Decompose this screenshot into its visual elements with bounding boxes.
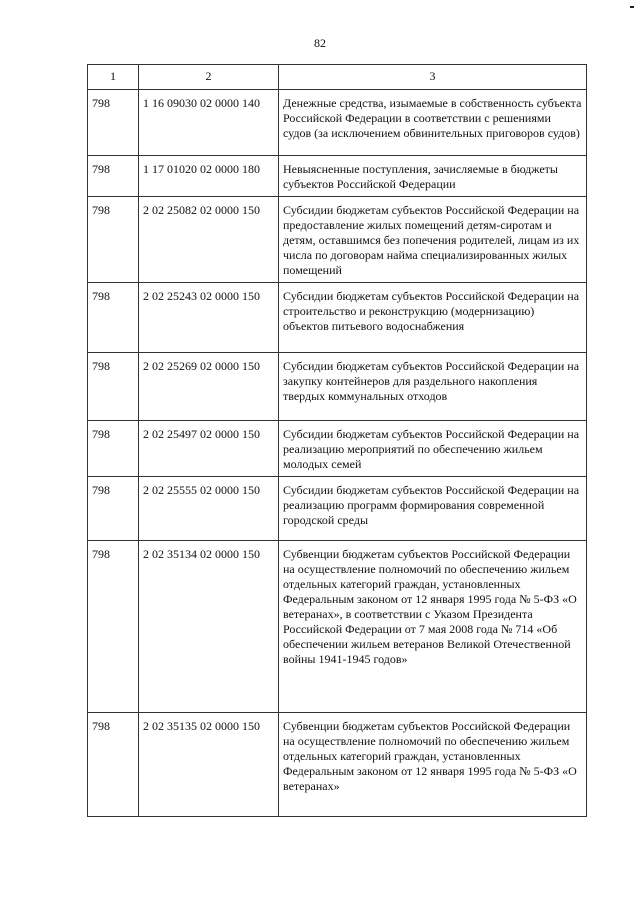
budget-classification-table: [87, 64, 587, 817]
admin-code-cell: 798: [88, 541, 139, 713]
kbk-cell: 1 17 01020 02 0000 180: [139, 156, 279, 197]
income-name-cell: Денежные средства, изымаемые в собственность субъекта Российской Федерации в соответствии с решениями судов (за исключением обвинительных приговоров судов): [279, 90, 587, 156]
admin-code-cell: 798: [88, 283, 139, 353]
income-name-cell: Субвенции бюджетам субъектов Российской Федерации на осуществление полномочий по обеспечению жильем отдельных категорий граждан, установленных Федеральным законом от 12 января 1995 года № 5-ФЗ «О ветеранах»: [279, 713, 587, 817]
income-name-cell: Субсидии бюджетам субъектов Российской Федерации на реализацию мероприятий по обеспечению жильем молодых семей: [279, 421, 587, 477]
table-row: [88, 90, 587, 156]
kbk-cell: 2 02 25243 02 0000 150: [139, 283, 279, 353]
table-row: [88, 713, 587, 817]
income-name-cell: Субсидии бюджетам субъектов Российской Федерации на строительство и реконструкцию (модернизацию) объектов питьевого водоснабжения: [279, 283, 587, 353]
header-col-3: 3: [279, 65, 587, 90]
header-col-1: 1: [88, 65, 139, 90]
page-number: 82: [314, 36, 326, 50]
income-name-cell: Невыясненные поступления, зачисляемые в бюджеты субъектов Российской Федерации: [279, 156, 587, 197]
income-name-cell: Субсидии бюджетам субъектов Российской Федерации на реализацию программ формирования современной городской среды: [279, 477, 587, 541]
table-row: [88, 421, 587, 477]
table-row: [88, 477, 587, 541]
table-header-row: [88, 65, 587, 90]
table-row: [88, 197, 587, 283]
kbk-cell: 2 02 35134 02 0000 150: [139, 541, 279, 713]
kbk-cell: 2 02 25082 02 0000 150: [139, 197, 279, 283]
table-row: [88, 353, 587, 421]
income-name-cell: Субсидии бюджетам субъектов Российской Федерации на предоставление жилых помещений детям-сиротам и детям, оставшимся без попечения родителей, лицам из их числа по договорам найма специализированных жилых помещений: [279, 197, 587, 283]
income-name-cell: Субвенции бюджетам субъектов Российской Федерации на осуществление полномочий по обеспечению жильем отдельных категорий граждан, установленных Федеральным законом от 12 января 1995 года № 5-ФЗ «О ветеранах», в соответствии с Указом Президента Российской Федерации от 7 мая 2008 года № 714 «Об обеспечении жильем ветеранов Великой Отечественной войны 1941-1945 годов»: [279, 541, 587, 713]
kbk-cell: 2 02 35135 02 0000 150: [139, 713, 279, 817]
kbk-cell: 2 02 25497 02 0000 150: [139, 421, 279, 477]
admin-code-cell: 798: [88, 421, 139, 477]
admin-code-cell: 798: [88, 156, 139, 197]
admin-code-cell: 798: [88, 713, 139, 817]
header-col-2: 2: [139, 65, 279, 90]
table-row: [88, 156, 587, 197]
scan-mark: [630, 6, 634, 8]
admin-code-cell: 798: [88, 90, 139, 156]
admin-code-cell: 798: [88, 477, 139, 541]
admin-code-cell: 798: [88, 353, 139, 421]
kbk-cell: 1 16 09030 02 0000 140: [139, 90, 279, 156]
kbk-cell: 2 02 25269 02 0000 150: [139, 353, 279, 421]
table-row: [88, 283, 587, 353]
admin-code-cell: 798: [88, 197, 139, 283]
table-row: [88, 541, 587, 713]
income-name-cell: Субсидии бюджетам субъектов Российской Федерации на закупку контейнеров для раздельного накопления твердых коммунальных отходов: [279, 353, 587, 421]
kbk-cell: 2 02 25555 02 0000 150: [139, 477, 279, 541]
